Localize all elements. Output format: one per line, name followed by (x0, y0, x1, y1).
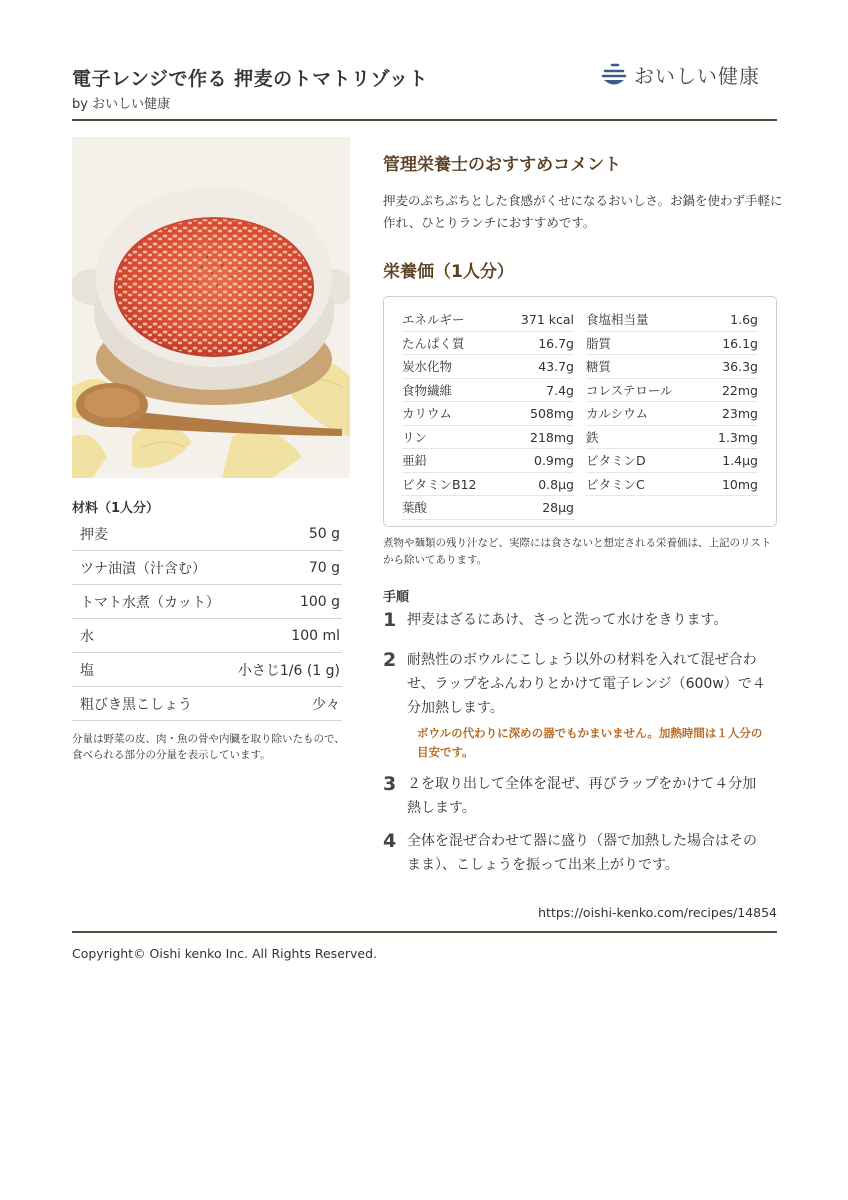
step-item (383, 608, 767, 632)
nutrient-value: 0.8μg (538, 476, 574, 492)
nutrition-column-left (402, 308, 574, 526)
nutrient-name: コレステロール (586, 382, 673, 398)
nutrient-name: エネルギー (402, 312, 465, 327)
step-text: 耐熱性のボウルにこしょう以外の材料を入れて混ぜ合わせ、ラップをふんわりとかけて電子レンジ（600w）で４分加熱します。 (407, 652, 766, 716)
ingredient-amount: 少々 (312, 696, 340, 713)
nutrition-table (383, 296, 777, 527)
ingredient-row (72, 585, 342, 619)
steps-heading: 手順 (383, 590, 410, 605)
step-number: 4 (383, 830, 397, 852)
nutrition-column-right (586, 308, 758, 526)
nutrient-value: 16.7g (538, 335, 574, 351)
brand-logo[interactable] (600, 60, 760, 89)
copyright: Copyright© Oishi kenko Inc. All Rights Reserved. (72, 946, 378, 961)
step-number: 2 (383, 649, 397, 671)
ingredients-note: 分量は野菜の皮、肉・魚の骨や内臓を取り除いたもので、 食べられる部分の分量を表示しています。 (72, 733, 345, 761)
step-text: 押麦はざるにあけ、さっと洗って水けをきります。 (407, 612, 728, 628)
nutrition-heading: 栄養価（1人分） (383, 262, 514, 282)
nutrition-row (402, 449, 574, 473)
step-item (383, 829, 767, 877)
nutrient-value: 1.4μg (722, 453, 758, 468)
nutrition-row (586, 379, 758, 403)
step-number: 3 (383, 773, 397, 795)
ingredient-amount: 100 g (299, 593, 340, 610)
nutrient-name: ビタミンC (586, 476, 645, 492)
nutrient-value: 218mg (530, 429, 574, 445)
nutrient-value: 371 kcal (520, 312, 574, 327)
ingredient-amount: 70 g (308, 559, 340, 576)
nutrient-name: 脂質 (586, 335, 612, 351)
nutrient-name: ビタミンD (586, 453, 646, 468)
nutrient-name: 食塩相当量 (586, 312, 649, 327)
nutrient-value: 22mg (721, 382, 758, 398)
step-note: ボウルの代わりに深めの器でもかまいません。加熱時間は１人分の目安です。 (417, 726, 763, 759)
nutrient-name: 葉酸 (402, 500, 428, 515)
nutrient-name: 炭水化物 (402, 359, 453, 374)
nutrient-name: たんぱく質 (402, 335, 465, 351)
ingredient-row (72, 517, 342, 551)
step-item (383, 772, 767, 820)
nutrient-value: 1.6g (730, 312, 758, 327)
nutrient-name: リン (402, 429, 428, 445)
nutrient-value: 508mg (530, 406, 574, 421)
bowl-icon (600, 61, 628, 89)
recipe-url[interactable]: https://oishi-kenko.com/recipes/14854 (538, 905, 777, 920)
risotto-photo (72, 137, 350, 478)
nutrient-name: 食物繊維 (402, 382, 453, 398)
recipe-title: 電子レンジで作る 押麦のトマトリゾット (72, 68, 429, 90)
nutrient-name: カルシウム (586, 406, 649, 421)
nutrient-value: 16.1g (722, 335, 758, 351)
ingredient-amount: 50 g (308, 525, 340, 542)
ingredient-row (72, 619, 342, 653)
comment-text: 押麦のぷちぷちとした食感がくせになるおいしさ。お鍋を使わず手軽に作れ、ひとりランチにおすすめです。 (383, 193, 783, 230)
footer-divider (72, 931, 777, 933)
ingredient-name: トマト水煮（カット） (80, 594, 220, 611)
step-number: 1 (383, 609, 397, 631)
nutrient-name: 糖質 (586, 359, 612, 374)
nutrition-row (586, 426, 758, 450)
ingredient-amount: 小さじ1/6 (1 g) (237, 662, 340, 679)
nutrient-value: 10mg (721, 476, 758, 492)
ingredient-name: 粗びき黒こしょう (80, 696, 192, 713)
nutrition-row (586, 308, 758, 332)
nutrient-value: 43.7g (538, 359, 574, 374)
nutrition-row (402, 402, 574, 426)
nutrient-name: カリウム (402, 406, 452, 421)
ingredient-name: 水 (80, 628, 94, 645)
nutrient-name: ビタミンB12 (402, 476, 477, 492)
nutrition-row (586, 355, 758, 379)
comment-heading: 管理栄養士のおすすめコメント (383, 155, 622, 175)
nutrition-row (402, 308, 574, 332)
step-text: ２を取り出して全体を混ぜ、再びラップをかけて４分加熱します。 (407, 776, 757, 816)
nutrient-value: 0.9mg (534, 453, 574, 468)
nutrition-row (402, 473, 574, 497)
nutrition-row (586, 473, 758, 497)
nutrient-value: 36.3g (722, 359, 758, 374)
step-item (383, 648, 767, 720)
nutrient-name: 亜鉛 (402, 453, 428, 468)
logo-text: おいしい健康 (634, 64, 760, 88)
nutrient-value: 28μg (542, 500, 574, 515)
nutrient-name: 鉄 (586, 429, 599, 445)
ingredient-amount: 100 ml (291, 627, 340, 644)
nutrition-row (586, 332, 758, 356)
ingredient-row (72, 551, 342, 585)
nutrient-value: 7.4g (546, 382, 574, 398)
ingredient-name: 塩 (80, 662, 94, 679)
ingredients-heading: 材料（1人分） (72, 501, 160, 516)
ingredient-name: 押麦 (80, 526, 108, 543)
ingredient-name: ツナ油漬（汁含む） (80, 560, 206, 577)
nutrition-row (402, 496, 574, 520)
nutrition-row (586, 449, 758, 473)
nutrient-value: 1.3mg (718, 429, 758, 445)
step-text: 全体を混ぜ合わせて器に盛り（器で加熱した場合はそのまま）、こしょうを振って出来上がりです。 (407, 833, 757, 873)
nutrition-row (402, 426, 574, 450)
nutrition-row (402, 355, 574, 379)
nutrition-row (402, 379, 574, 403)
ingredient-row (72, 687, 342, 721)
ingredient-row (72, 653, 342, 687)
nutrient-value: 23mg (721, 406, 758, 421)
nutrition-row (402, 332, 574, 356)
ingredients-list (72, 517, 342, 721)
header-divider (72, 119, 777, 121)
nutrition-note: 煮物や麺類の残り汁など、実際には食さないと想定される栄養価は、上記のリストから除いてあります。 (383, 537, 772, 566)
byline: by おいしい健康 (72, 97, 171, 112)
nutrition-row (586, 402, 758, 426)
